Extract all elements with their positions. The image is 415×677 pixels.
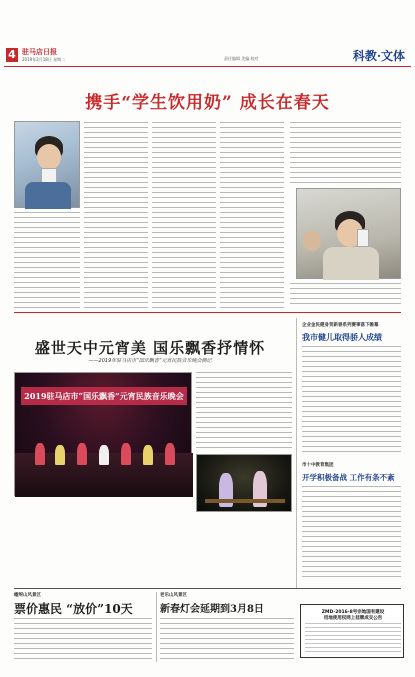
lead-text-column-5 (290, 122, 401, 184)
bottom-mid-tag: 老乐山风景区 (160, 593, 187, 598)
notice-title-line1: ZMD-2016-8号宗地国有建设 (321, 610, 385, 615)
lead-text-column-6 (290, 283, 401, 308)
concert-performer-photo (196, 454, 292, 512)
lead-headline: 携手“学生饮用奶” 成长在春天 (85, 93, 330, 113)
sports-news-tag: 企业金民健身贺新春系列赛事落下帷幕 (302, 323, 379, 328)
bottom-left-headline: 票价惠民 “放价”10天 (14, 602, 133, 616)
page-header (4, 44, 411, 66)
sports-news-text (302, 346, 401, 456)
school-news-text (302, 486, 401, 580)
bottom-left-tag: 嵖岈山风景区 (14, 593, 41, 598)
bottom-left-text (14, 618, 152, 662)
concert-byline (130, 366, 131, 371)
lead-byline (160, 113, 161, 118)
notice-body (305, 623, 401, 655)
concert-headline: 盛世天中元宵美 国乐飘香抒情怀 (34, 339, 266, 357)
students-drinking-milk-photo (296, 188, 401, 279)
section-title: 科教·文体 (352, 49, 405, 63)
concert-banner: 2019驻马店市“国乐飘香”元宵民族音乐晚会 (21, 387, 187, 405)
student-milk-photo (14, 121, 80, 208)
issue-date: 2019年2月18日 星期二 (22, 57, 66, 62)
newspaper-brand: 驻马店日报 (22, 47, 57, 56)
lead-text-column-2 (84, 122, 148, 308)
bottom-mid-headline: 新春灯会延期到3月8日 (160, 604, 264, 615)
bottom-mid-text (160, 618, 294, 662)
concert-performer-caption (210, 514, 211, 518)
bottom-separator-1 (156, 592, 157, 662)
sports-news-headline: 我市健儿取得骄人成绩 (302, 332, 382, 342)
editor-line: 责任编辑 美编 校对 (224, 56, 259, 61)
lead-subhead-1 (86, 228, 87, 233)
concert-text-column-1 (196, 372, 292, 450)
header-rule (4, 66, 411, 67)
concert-stage-photo (14, 372, 192, 496)
lead-text-column-3 (152, 122, 216, 308)
lead-text-column-4 (220, 122, 284, 308)
land-auction-notice (300, 604, 404, 658)
lead-subhead-2 (86, 268, 87, 273)
notice-title-line2: 用地使用权网上挂牌成交公告 (323, 616, 383, 621)
school-news-headline: 开学积极备战 工作有条不紊 (302, 473, 395, 482)
section-divider-bottom (14, 588, 401, 589)
lead-text-column-1 (14, 212, 80, 308)
column-separator (296, 318, 297, 588)
page-number: 4 (6, 48, 18, 62)
section-divider-top (14, 312, 401, 313)
concert-subtitle: ——2019年驻马店市“国乐飘香”元宵民族音乐晚会侧记 (88, 358, 212, 364)
school-news-tag: 市十中教育集团 (302, 463, 334, 468)
concert-photo-caption (20, 498, 21, 502)
